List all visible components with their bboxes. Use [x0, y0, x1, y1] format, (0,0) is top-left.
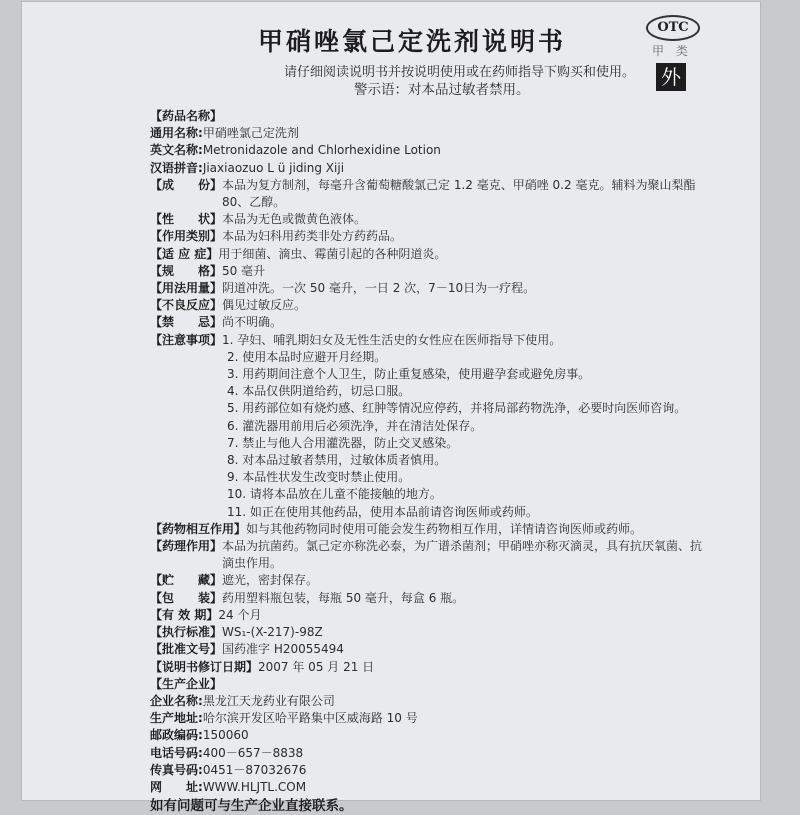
section-value: 24 个月 [218, 607, 262, 622]
manufacturer-row [150, 710, 710, 727]
section-value: WS₁-(X-217)-98Z [222, 625, 323, 640]
field-label: 邮政编码: [150, 728, 203, 743]
precaution-item: 6. 灌洗器用前用后必须洗净，并在清洁处保存。 [227, 418, 483, 433]
section-label: 【作用类别】 [150, 229, 223, 244]
section-label: 【用法用量】 [150, 281, 223, 296]
section-specification [150, 263, 710, 280]
section-shelf-life [150, 607, 710, 624]
section-appearance [150, 211, 710, 228]
contact-note: 如有问题可与生产企业直接联系。 [150, 798, 353, 815]
section-value: 遮光，密封保存。 [222, 573, 319, 588]
field-label: 通用名称: [150, 126, 203, 141]
section-label: 【不良反应】 [150, 298, 223, 313]
precaution-item: 3. 用药期间注意个人卫生，防止重复感染，使用避孕套或避免房事。 [227, 367, 591, 382]
field-value: 0451－87032676 [202, 762, 307, 777]
section-value: 本品为抗菌药。氯己定亦称洗必泰，为广谱杀菌剂；甲硝唑亦称灭滴灵，具有抗厌氧菌、抗滴虫作用。 [222, 539, 703, 571]
section-pharmacology [150, 538, 710, 572]
section-standard [150, 624, 710, 641]
name-row-generic [150, 125, 710, 142]
precaution-item: 10. 请将本品放在儿童不能接触的地方。 [227, 487, 442, 502]
section-label: 【有 效 期】 [150, 607, 219, 622]
section-label: 【药理作用】 [150, 539, 223, 554]
field-value: 哈尔滨开发区哈平路集中区威海路 10 号 [202, 711, 418, 726]
precautions-list [150, 349, 710, 521]
field-value: WWW.HLJTL.COM [202, 779, 307, 794]
section-value: 50 毫升 [222, 263, 266, 278]
field-value: 黑龙江天龙药业有限公司 [202, 693, 335, 708]
precaution-item: 7. 禁止与他人合用灌洗器，防止交叉感染。 [227, 435, 459, 450]
name-row-pinyin [150, 160, 710, 177]
section-value: 阴道冲洗。一次 50 毫升，一日 2 次，7－10日为一疗程。 [222, 281, 536, 296]
field-label: 电话号码: [150, 745, 203, 760]
section-adverse-reactions [150, 297, 710, 314]
manufacturer-row [150, 745, 710, 762]
section-label: 【禁 忌】 [150, 315, 223, 330]
field-label: 生产地址: [150, 711, 203, 726]
section-packaging [150, 590, 710, 607]
page-title: 甲硝唑氯己定洗剂说明书 [258, 27, 567, 56]
section-value: 用于细菌、滴虫、霉菌引起的各种阴道炎。 [218, 246, 447, 261]
section-indications [150, 246, 710, 263]
field-value: 150060 [202, 728, 249, 743]
precaution-item: 8. 对本品过敏者禁用，过敏体质者慎用。 [227, 453, 447, 468]
section-precautions [150, 332, 710, 349]
section-approval-number [150, 641, 710, 658]
field-value: Metronidazole and Chlorhexidine Lotion [202, 143, 441, 158]
precaution-item: 5. 用药部位如有烧灼感、红肿等情况应停药，并将局部药物洗净，必要时向医师咨询。 [227, 401, 687, 416]
name-row-english [150, 142, 710, 159]
section-label: 【药物相互作用】 [150, 521, 247, 536]
section-ingredients [150, 177, 710, 211]
section-label: 【规 格】 [150, 263, 223, 278]
section-category [150, 228, 710, 245]
section-label: 【贮 藏】 [150, 573, 223, 588]
section-contraindications [150, 314, 710, 331]
section-value: 尚不明确。 [222, 315, 283, 330]
external-use-badge: 外 [656, 63, 686, 91]
section-label: 【成 份】 [150, 177, 223, 192]
field-value: 甲硝唑氯己定洗剂 [202, 126, 299, 141]
manufacturer-row [150, 779, 710, 796]
section-storage [150, 572, 710, 589]
drug-name-header: 【药品名称】 [150, 109, 223, 123]
section-label: 【说明书修订日期】 [150, 659, 259, 674]
field-label: 英文名称: [150, 143, 203, 158]
section-revision-date [150, 659, 710, 676]
section-value: 本品为复方制剂，每毫升含葡萄糖酸氯己定 1.2 毫克、甲硝唑 0.2 毫克。辅料为聚山梨酯 80、乙醇。 [222, 177, 696, 210]
section-label: 【包 装】 [150, 590, 223, 605]
section-value: 如与其他药物同时使用可能会发生药物相互作用，详情请咨询医师或药师。 [246, 521, 643, 536]
section-label: 【注意事项】 [150, 332, 223, 347]
section-value: 本品为无色或微黄色液体。 [222, 212, 367, 227]
precaution-item: 1. 孕妇、哺乳期妇女及无性生活史的女性应在医师指导下使用。 [222, 332, 562, 347]
section-value: 本品为妇科用药类非处方药药品。 [222, 229, 403, 244]
manufacturer-row [150, 693, 710, 710]
precaution-item: 11. 如正在使用其他药品，使用本品前请咨询医师或药师。 [227, 504, 538, 519]
precaution-item: 9. 本品性状发生改变时禁止使用。 [227, 470, 411, 485]
warning-text: 警示语：对本品过敏者禁用。 [354, 82, 530, 98]
field-value: Jiaxiaozuo L ü jiding Xiji [202, 160, 345, 175]
manufacturer-row [150, 727, 710, 744]
section-dosage [150, 280, 710, 297]
field-label: 网 址: [150, 779, 203, 794]
section-drug-interactions [150, 521, 710, 538]
section-label: 【适 应 症】 [150, 246, 219, 261]
manufacturer-header: 【生产企业】 [150, 676, 223, 691]
section-label: 【批准文号】 [150, 642, 223, 657]
field-label: 传真号码: [150, 762, 203, 777]
field-label: 企业名称: [150, 693, 203, 708]
section-label: 【执行标准】 [150, 625, 223, 640]
section-value: 偶见过敏反应。 [222, 298, 307, 313]
field-label: 汉语拼音: [150, 160, 203, 175]
reading-notice: 请仔细阅读说明书并按说明使用或在药师指导下购买和使用。 [284, 65, 636, 80]
otc-badge: OTC [646, 15, 700, 41]
field-value: 400－657－8838 [202, 745, 304, 760]
section-value: 药用塑料瓶包装，每瓶 50 毫升，每盒 6 瓶。 [222, 590, 465, 605]
section-value: 国药准字 H20055494 [222, 642, 344, 657]
leaflet-body [150, 108, 710, 815]
manufacturer-row [150, 762, 710, 779]
section-value: 2007 年 05 月 21 日 [258, 659, 375, 674]
otc-class-label: 甲 类 [652, 44, 692, 58]
precaution-item: 4. 本品仅供阴道给药，切忌口服。 [227, 384, 411, 399]
precaution-item: 2. 使用本品时应避开月经期。 [227, 349, 387, 364]
section-label: 【性 状】 [150, 212, 223, 227]
